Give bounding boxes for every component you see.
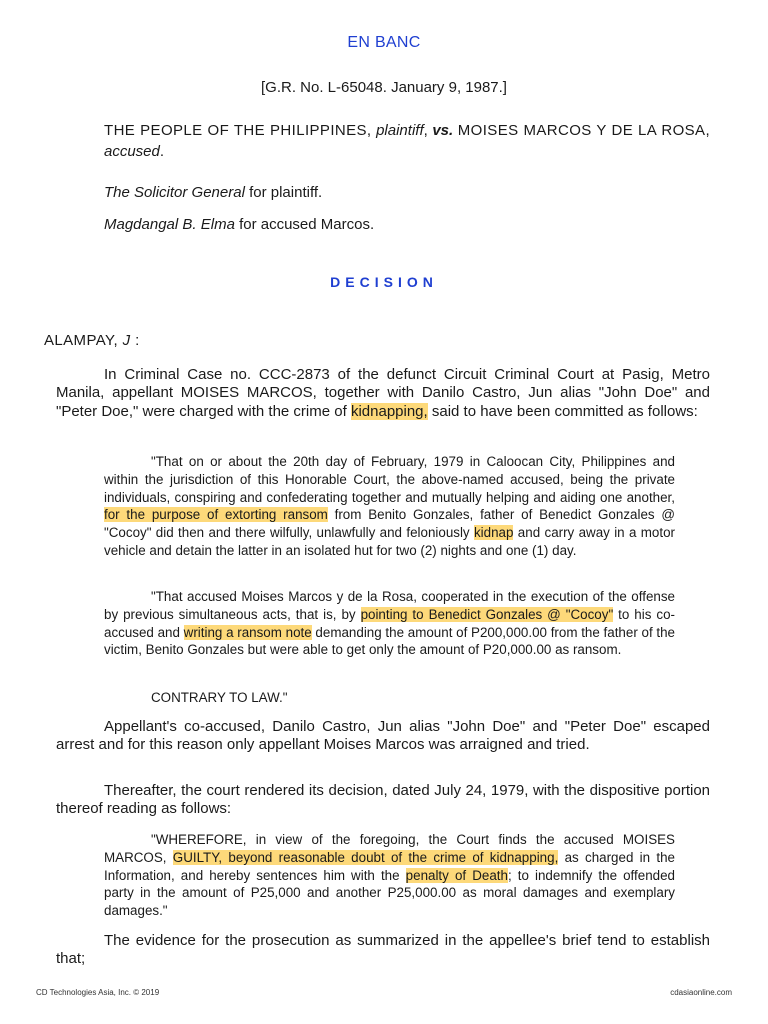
- quote-information-1: [104, 453, 675, 560]
- versus: vs.: [432, 122, 454, 139]
- quote-text: "WHEREFORE, in view of the foregoing, the Court finds the accused MOISES MARCOS,: [104, 832, 675, 865]
- parties-comma: ,: [423, 122, 428, 139]
- case-number: [G.R. No. L-65048. January 9, 1987.]: [261, 79, 507, 96]
- quote-text: demanding the amount of P200,000.00 from the father of the victim, Benito Gonzales but were able to get only the amount of P20,000.00 as ransom.: [104, 624, 676, 658]
- highlight: kidnap: [473, 525, 514, 541]
- quote-text: from Benito Gonzales, father of Benedict Gonzales @ "Cocoy" did then and there wilfully, unlawfully and feloniously: [104, 507, 675, 541]
- plaintiff-role: plaintiff: [376, 122, 424, 139]
- quote-contrary: [104, 689, 675, 707]
- highlight: pointing to Benedict Gonzales @ "Cocoy": [360, 606, 614, 622]
- decision-heading: DECISION: [330, 274, 438, 290]
- quote-text: as charged in the Information, and hereby sentences him with the: [104, 849, 675, 883]
- counsel-role: for plaintiff.: [244, 184, 323, 201]
- ponente-name: ALAMPAY,: [44, 332, 119, 349]
- paragraph-2: [56, 718, 710, 755]
- quote-text: CONTRARY TO LAW.": [151, 690, 288, 705]
- accused-role: accused: [104, 143, 160, 160]
- highlight: for the purpose of extorting ransom: [104, 507, 328, 523]
- ponente-title: J: [118, 332, 131, 349]
- counsel-role: for accused Marcos.: [234, 216, 375, 233]
- counsel-name: The Solicitor General: [104, 184, 245, 201]
- paragraph-3: [56, 782, 710, 819]
- highlight: writing a ransom note: [183, 624, 312, 640]
- footer-website: cdasiaonline.com: [670, 988, 732, 997]
- parties-period: .: [159, 143, 165, 160]
- accused-name: MOISES MARCOS Y DE LA ROSA,: [457, 122, 711, 139]
- quote-text: "That accused Moises Marcos y de la Rosa, cooperated in the execution of the offense by previous simultaneous acts, that is, by: [104, 589, 675, 622]
- quote-information-2: [104, 588, 675, 659]
- paragraph-1: [56, 366, 710, 421]
- paragraph-text: Thereafter, the court rendered its decision, dated July 24, 1979, with the dispositive portion thereof reading as follows:: [56, 782, 710, 818]
- quote-text: to his co-accused and: [104, 606, 675, 640]
- highlight: penalty of Death: [405, 867, 508, 883]
- counsel-accused: [104, 216, 374, 233]
- case-parties: [104, 120, 710, 162]
- highlight: GUILTY, beyond reasonable doubt of the crime of kidnapping,: [172, 849, 559, 865]
- paragraph-text: The evidence for the prosecution as summarized in the appellee's brief tend to establish that;: [56, 932, 710, 968]
- quote-text: and carry away in a motor vehicle and detain the latter in an isolated hut for two (2) nights and one (1) day.: [104, 525, 676, 558]
- footer-copyright: CD Technologies Asia, Inc. © 2019: [36, 988, 160, 997]
- ponente-suffix: :: [130, 332, 140, 349]
- paragraph-4: [56, 932, 710, 969]
- court-division: EN BANC: [347, 34, 421, 51]
- quote-dispositive: [104, 831, 675, 920]
- paragraph-text: Appellant's co-accused, Danilo Castro, Jun alias "John Doe" and "Peter Doe" escaped arrest and for this reason only appellant Moises Marcos was arraigned and tried.: [56, 718, 710, 754]
- plaintiff-name: THE PEOPLE OF THE PHILIPPINES,: [104, 122, 372, 139]
- paragraph-text: said to have been committed as follows:: [427, 402, 698, 420]
- counsel-plaintiff: [104, 184, 322, 201]
- counsel-name: Magdangal B. Elma: [104, 216, 235, 233]
- highlight: kidnapping,: [350, 402, 428, 420]
- quote-text: "That on or about the 20th day of February, 1979 in Caloocan City, Philippines and within the jurisdiction of this Honorable Court, the above-named accused, being the private individuals, conspiring and confederating together and mutually helping and aiding one another,: [104, 454, 675, 505]
- paragraph-text: In Criminal Case no. CCC-2873 of the defunct Circuit Criminal Court at Pasig, Metro Manila, appellant MOISES MARCOS, together with Danilo Castro, Jun alias "John Doe" and "Peter Doe," were charged with the crime of: [56, 366, 710, 420]
- quote-text: ; to indemnify the offended party in the amount of P25,000 and another P25,000.00 as moral damages and exemplary damages.": [104, 867, 675, 919]
- ponente: [44, 332, 140, 349]
